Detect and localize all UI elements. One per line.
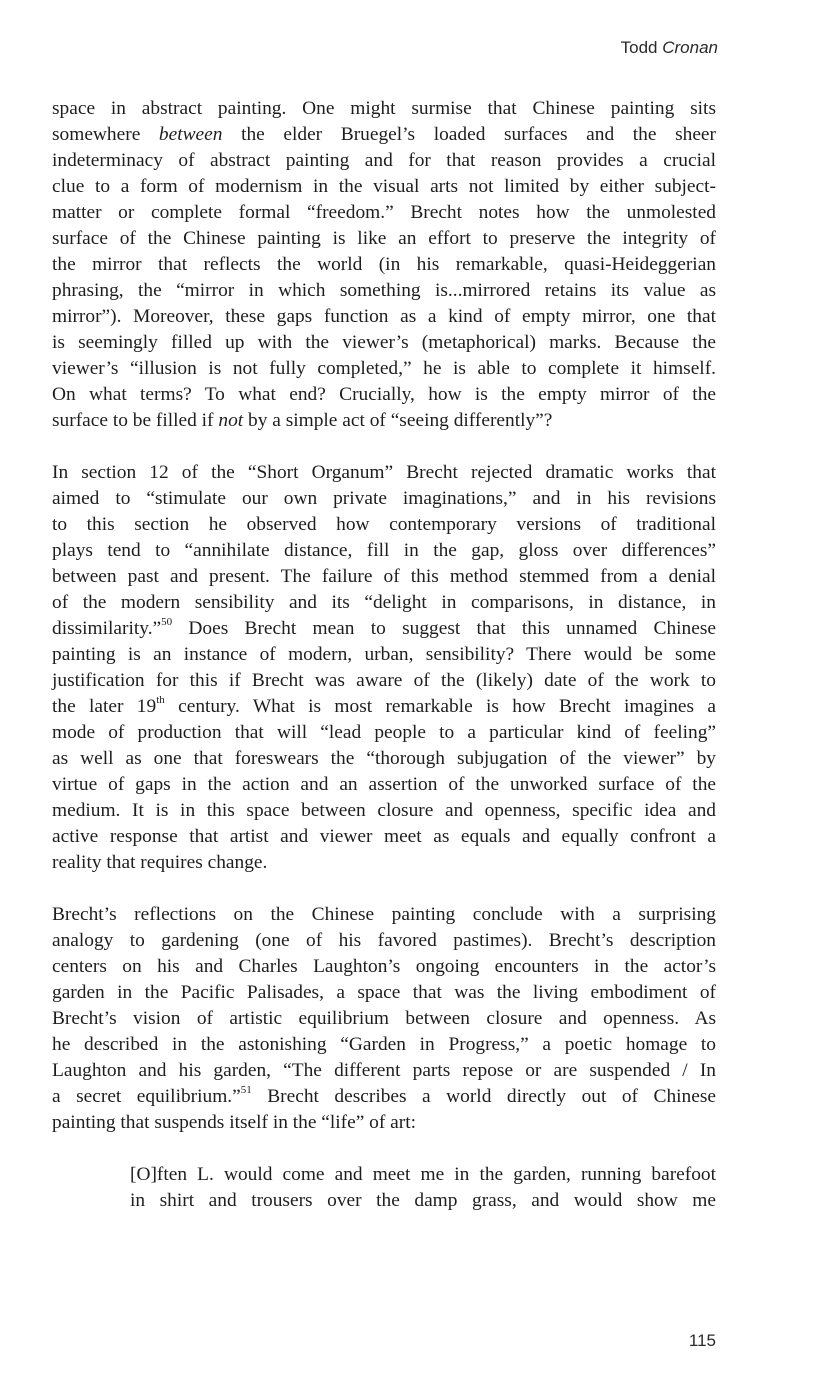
- text-line: On what terms? To what end? Crucially, how is the empty mirror of the: [52, 384, 716, 405]
- block-quote: [130, 1162, 716, 1214]
- text-line: space in abstract painting. One might surmise that Chinese painting sits: [52, 98, 716, 119]
- text-line: the mirror that reflects the world (in his remarkable, quasi-Heideggerian: [52, 254, 716, 275]
- text-line: a secret equilibrium.”$^{51}$ Brecht describes a world directly out of Chinese: [52, 1083, 716, 1107]
- text-line: somewhere between the elder Bruegel’s loaded surfaces and the sheer: [52, 124, 716, 145]
- text-line: indeterminacy of abstract painting and for that reason provides a crucial: [52, 150, 716, 171]
- text-line: reality that requires change.: [52, 852, 268, 873]
- paragraph-1: [52, 96, 716, 434]
- paragraph-3: [52, 902, 716, 1136]
- text-line: medium. It is in this space between closure and openness, specific idea and: [52, 800, 716, 821]
- text-line: of the modern sensibility and its “delight in comparisons, in distance, in: [52, 592, 716, 613]
- text-line: phrasing, the “mirror in which something is...mirrored retains its value as: [52, 280, 716, 301]
- text-line: dissimilarity.”$^{50}$ Does Brecht mean to suggest that this unnamed Chinese: [52, 615, 716, 639]
- author-first-name: Todd: [620, 38, 658, 57]
- superscript: 50: [161, 615, 173, 628]
- text-line: as well as one that foreswears the “thorough subjugation of the viewer” by: [52, 748, 716, 769]
- text-line: between past and present. The failure of this method stemmed from a denial: [52, 566, 716, 587]
- text-line: clue to a form of modernism in the visual arts not limited by either subject-: [52, 176, 716, 197]
- text-line: plays tend to “annihilate distance, fill in the gap, gloss over differences”: [52, 540, 716, 561]
- text-line: [O]ften L. would come and meet me in the garden, running barefoot: [130, 1164, 716, 1185]
- text-line: aimed to “stimulate our own private imaginations,” and in his revisions: [52, 488, 716, 509]
- text-line: In section 12 of the “Short Organum” Brecht rejected dramatic works that: [52, 462, 716, 483]
- text-line: garden in the Pacific Palisades, a space that was the living embodiment of: [52, 982, 716, 1003]
- text-line: justification for this if Brecht was aware of the (likely) date of the work to: [52, 670, 716, 691]
- text-line: in shirt and trousers over the damp grass, and would show me: [130, 1190, 716, 1211]
- superscript: 51: [240, 1083, 252, 1096]
- text-line: active response that artist and viewer meet as equals and equally confront a: [52, 826, 716, 847]
- text-line: mirror”). Moreover, these gaps function as a kind of empty mirror, one that: [52, 306, 716, 327]
- author-last-name: Cronan: [662, 38, 718, 57]
- page-number: 115: [688, 1331, 716, 1350]
- text-line: viewer’s “illusion is not fully completed,” he is able to complete it himself.: [52, 358, 716, 379]
- text-line: mode of production that will “lead people to a particular kind of feeling”: [52, 722, 716, 743]
- text-line: matter or complete formal “freedom.” Brecht notes how the unmolested: [52, 202, 716, 223]
- text-line: virtue of gaps in the action and an assertion of the unworked surface of the: [52, 774, 716, 795]
- running-head: [621, 38, 718, 58]
- text-line: Brecht’s vision of artistic equilibrium between closure and openness. As: [52, 1008, 716, 1029]
- text-line: analogy to gardening (one of his favored pastimes). Brecht’s description: [52, 930, 716, 951]
- italic-word: not: [218, 410, 244, 431]
- text-line: the later 19th century. What is most remarkable is how Brecht imagines a: [52, 693, 716, 717]
- text-line: Laughton and his garden, “The different parts repose or are suspended / In: [52, 1060, 716, 1081]
- text-line: surface to be filled if not by a simple act of “seeing differently”?: [52, 410, 553, 431]
- text-line: painting is an instance of modern, urban, sensibility? There would be some: [52, 644, 716, 665]
- text-line: he described in the astonishing “Garden in Progress,” a poetic homage to: [52, 1034, 716, 1055]
- paragraph-2: [52, 460, 716, 876]
- text-line: surface of the Chinese painting is like an effort to preserve the integrity of: [52, 228, 716, 249]
- italic-word: between: [158, 124, 223, 145]
- text-line: to this section he observed how contemporary versions of traditional: [52, 514, 716, 535]
- superscript: th: [156, 693, 165, 706]
- text-line: centers on his and Charles Laughton’s ongoing encounters in the actor’s: [52, 956, 716, 977]
- text-line: painting that suspends itself in the “life” of art:: [52, 1112, 417, 1133]
- text-line: is seemingly filled up with the viewer’s (metaphorical) marks. Because the: [52, 332, 716, 353]
- text-line: Brecht’s reflections on the Chinese painting conclude with a surprising: [52, 904, 716, 925]
